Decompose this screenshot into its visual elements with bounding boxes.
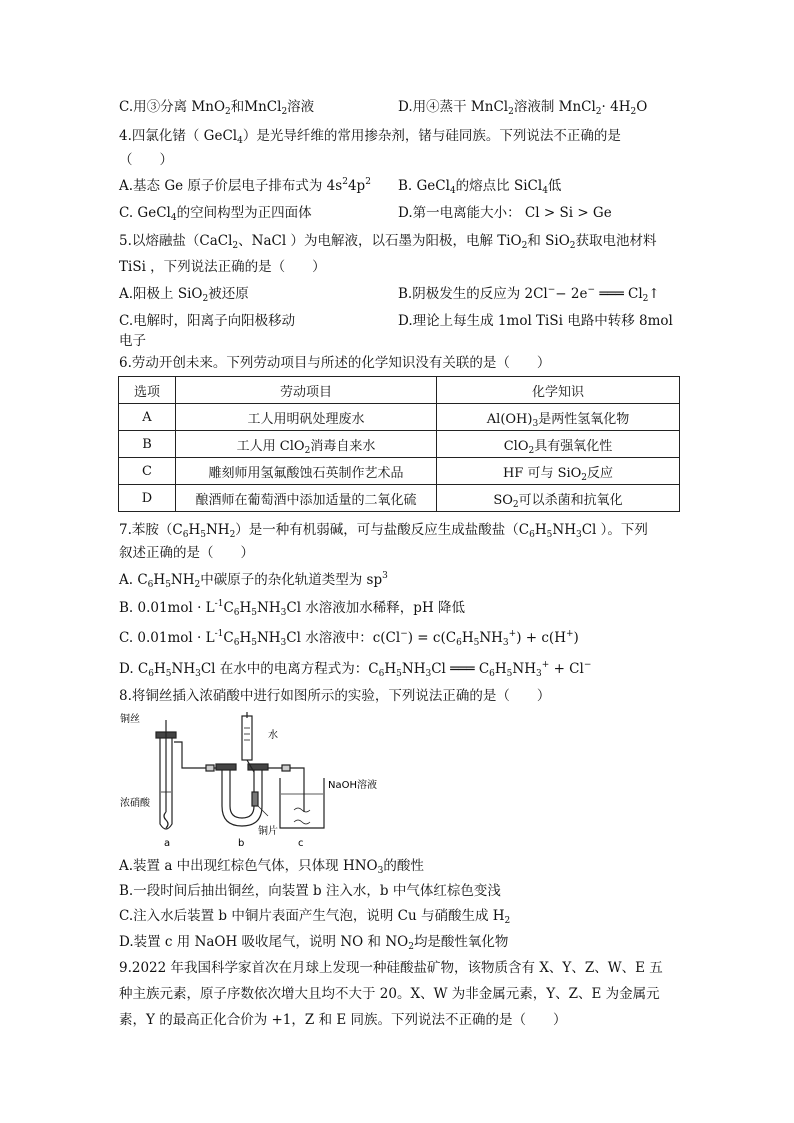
q6-table <box>118 376 680 512</box>
apparatus-figure <box>118 712 428 848</box>
q8-option-c[interactable]: C.注入水后装置 b 中铜片表面产生气泡，说明 Cu 与硝酸生成 $H_2$ <box>119 908 511 926</box>
q7-option-c[interactable]: C. $0.01mol \cdot L^{-1}C_6H_5NH_3Cl$ 水溶液中：$c(Cl^-) = c(C_6H_5NH_3^+) + c(H^+)$ <box>119 629 579 648</box>
q4-stem: 4.四氯化锗（ GeCl$_4$）是光导纤维的常用掺杂剂，锗与硅同族。下列说法不正确的是 <box>119 128 621 146</box>
row-labor: 工人用 ClO$_2$消毒自来水 <box>176 431 437 458</box>
q5-option-d[interactable]: D.理论上每生成 1mol TiSi 电路中转移 8mol <box>398 313 673 329</box>
label-conc-nitric-acid: 浓硝酸 <box>120 798 150 809</box>
q5-stem-line2: TiSi ，下列说法正确的是（ ） <box>119 259 326 275</box>
row-option: B <box>119 431 176 458</box>
q9-stem-line1: 9.2022 年我国科学家首次在月球上发现一种硅酸盐矿物，该物质含有 X、Y、Z、W、E 五 <box>119 960 663 976</box>
copper-plate <box>252 792 258 806</box>
q7-stem-line2: 叙述正确的是（ ） <box>119 545 254 561</box>
header-labor: 劳动项目 <box>176 377 437 404</box>
header-knowledge: 化学知识 <box>437 377 680 404</box>
q5-option-d-cont: 电子 <box>119 333 146 349</box>
stopper-b-left <box>216 764 236 770</box>
q3-option-d[interactable]: D.用④蒸干 MnCl$_2$溶液制 MnCl$_2$· $4H_2O$ <box>398 99 648 117</box>
q8-stem: 8.将铜丝插入浓硝酸中进行如图所示的实验，下列说法正确的是（ ） <box>119 688 551 704</box>
row-labor: 酿酒师在葡萄酒中添加适量的二氧化硫 <box>176 485 437 512</box>
table-row[interactable] <box>119 404 680 431</box>
q6-stem: 6.劳动开创未来。下列劳动项目与所述的化学知识没有关联的是（ ） <box>119 355 551 371</box>
header-option: 选项 <box>119 377 176 404</box>
row-option: A <box>119 404 176 431</box>
table-header-row <box>119 377 680 404</box>
table-row[interactable] <box>119 458 680 485</box>
q7-stem-line1: 7.苯胺$(C_6H_5NH_2)$是一种有机弱碱，可与盐酸反应生成盐酸盐（$C_6H_5NH_3Cl$ ）。下列 <box>119 522 648 540</box>
beaker-c <box>280 778 324 828</box>
label-a: a <box>164 838 171 848</box>
q4-option-c[interactable]: C. GeCl$_4$的空间构型为正四面体 <box>119 205 312 223</box>
q4-answer-blank: （ ） <box>119 152 173 168</box>
row-option: D <box>119 485 176 512</box>
q9-stem-line3: 素，Y 的最高正化合价为 +1，Z 和 E 同族。下列说法不正确的是（ ） <box>119 1012 567 1028</box>
table-row[interactable] <box>119 485 680 512</box>
q4-option-b[interactable]: B. GeCl$_4$的熔点比 SiCl$_4$低 <box>398 178 562 196</box>
row-labor: 雕刻师用氢氟酸蚀石英制作艺术品 <box>176 458 437 485</box>
q3-option-c[interactable]: C.用③分离 MnO$_2$和MnCl$_2$溶液 <box>119 99 315 117</box>
label-b: b <box>238 838 245 848</box>
row-knowledge: ClO$_2$具有强氧化性 <box>437 431 680 458</box>
row-option: C <box>119 458 176 485</box>
copper-wire-coil <box>164 812 168 828</box>
label-copper-plate: 铜片 <box>258 826 278 837</box>
row-knowledge: $Al(OH)_3$是两性氢氧化物 <box>437 404 680 431</box>
q5-option-c[interactable]: C.电解时，阳离子向阳极移动 <box>119 313 296 329</box>
label-water: 水 <box>268 730 278 741</box>
q9-stem-line2: 种主族元素，原子序数依次增大且均不大于 20。X、W 为非金属元素，Y、Z、E 为金属元 <box>119 986 660 1002</box>
q5-option-b[interactable]: B.阴极发生的反应为 2Cl−− 2e− ═══ $Cl_2↑$ <box>398 285 660 304</box>
label-c: c <box>298 838 304 848</box>
u-tube-b-inner <box>230 768 254 818</box>
row-knowledge: HF 可与 SiO$_2$反应 <box>437 458 680 485</box>
clamp-2 <box>282 765 290 771</box>
connecting-tube-ab <box>174 742 216 768</box>
q7-option-b[interactable]: B. $0.01mol \cdot L^{-1}C_6H_5NH_3Cl$ 水溶液加水稀释，pH 降低 <box>119 599 466 618</box>
syringe <box>242 716 252 760</box>
row-labor: 工人用明矾处理废水 <box>176 404 437 431</box>
q4-option-d[interactable]: D.第一电离能大小： Cl > Si > Ge <box>398 205 612 221</box>
clamp-1 <box>206 765 214 771</box>
q7-option-d[interactable]: D. $C_6H_5NH_3Cl$ 在水中的电离方程式为：$C_6H_5NH_3Cl$ ═══ $C_6H_5NH_3^+ + Cl^-$ <box>119 660 592 679</box>
row-knowledge: $SO_2$可以杀菌和抗氧化 <box>437 485 680 512</box>
connecting-tube-bc <box>268 768 304 812</box>
q8-option-a[interactable]: A.装置 a 中出现红棕色气体，只体现 $HNO_3$的酸性 <box>119 858 424 876</box>
q8-option-b[interactable]: B.一段时间后抽出铜丝，向装置 b 注入水，b 中气体红棕色变浅 <box>119 883 501 899</box>
label-copper-wire: 铜丝 <box>120 714 140 725</box>
q5-option-a[interactable]: A.阳极上 SiO$_2$被还原 <box>119 286 249 304</box>
q7-option-a[interactable]: A. $C_6H_5NH_2$中碳原子的杂化轨道类型为 $sp^3$ <box>119 571 388 590</box>
label-naoh-solution: NaOH溶液 <box>328 780 377 791</box>
table-row[interactable] <box>119 431 680 458</box>
q4-option-a[interactable]: A.基态 Ge 原子价层电子排布式为 $4s^24p^2$ <box>119 177 371 194</box>
q5-stem-line1: 5.以熔融盐（CaCl$_2$、NaCl ）为电解液，以石墨为阳极，电解 TiO$_2$和 SiO$_2$获取电池材料 <box>119 233 657 251</box>
q8-option-d[interactable]: D.装置 c 用 NaOH 吸收尾气，说明 NO 和 $NO_2$均是酸性氧化物 <box>119 934 509 952</box>
